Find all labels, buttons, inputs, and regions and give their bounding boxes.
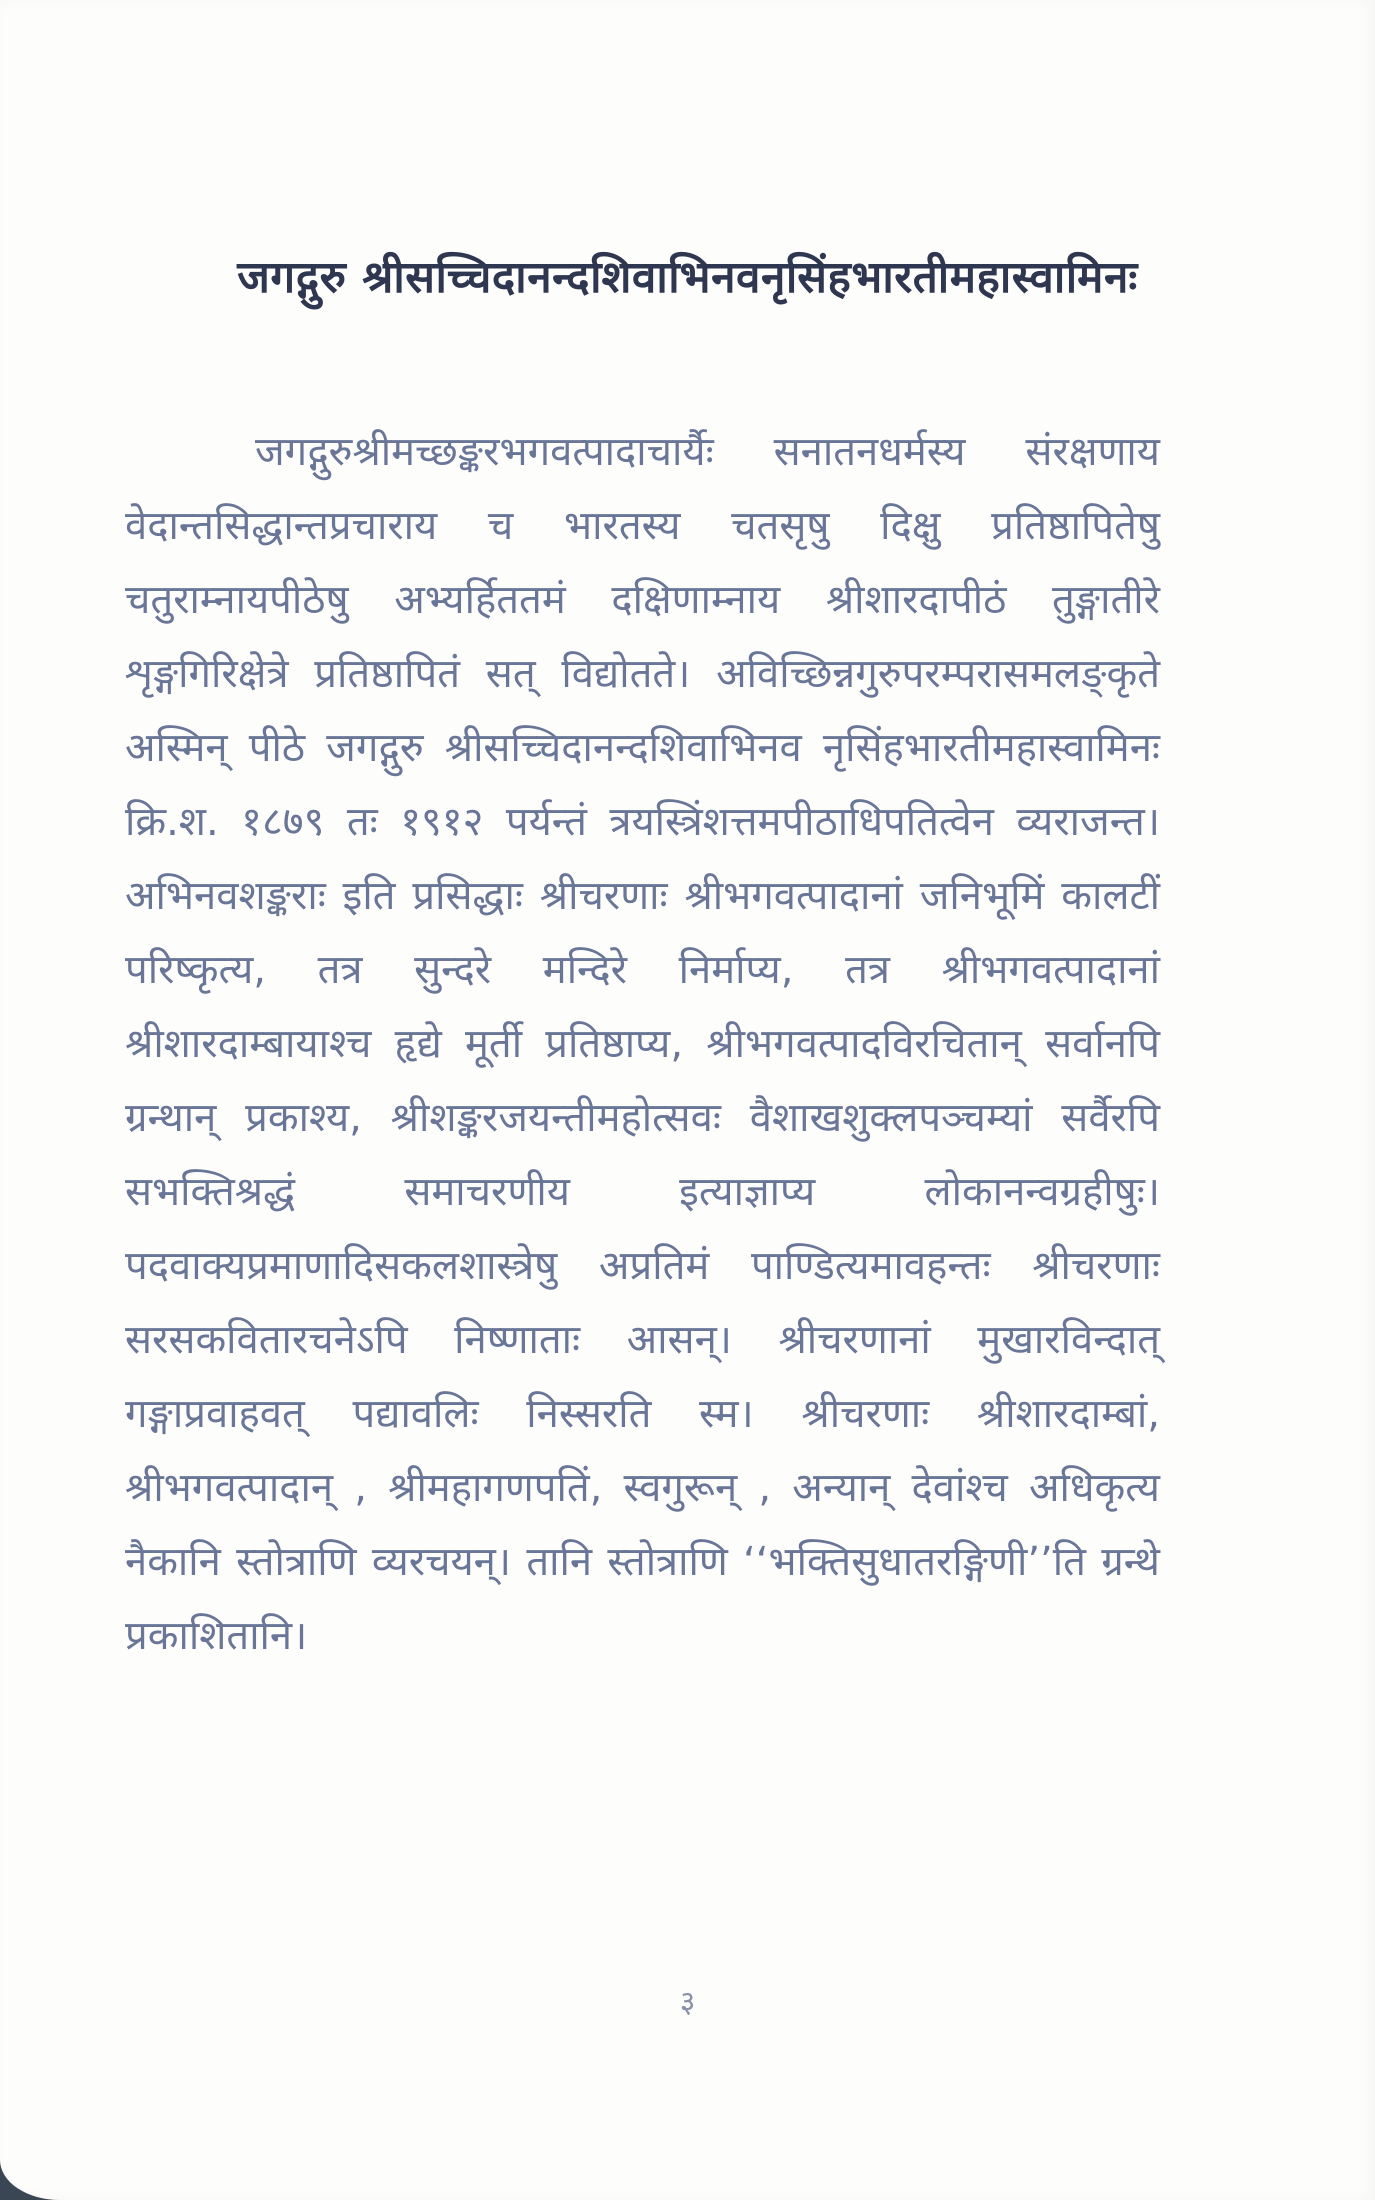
page-number: ३ <box>679 1985 696 2020</box>
page-heading: जगद्गुरु श्रीसच्चिदानन्दशिवाभिनवनृसिंहभारतीमहास्वामिनः <box>237 252 1138 303</box>
body-paragraph: जगद्गुरुश्रीमच्छङ्करभगवत्पादाचार्यैः सनातनधर्मस्य संरक्षणाय वेदान्तसिद्धान्तप्रचाराय च भारतस्य चतसृषु दिक्षु प्रतिष्ठापितेषु चतुराम्नायपीठेषु अभ्यर्हिततमं दक्षिणाम्नाय श्रीशारदापीठं तुङ्गातीरे शृङ्गगिरिक्षेत्रे प्रतिष्ठापितं सत् विद्योतते। अविच्छिन्नगुरुपरम्परासमलङ्कृते अस्मिन् पीठे जगद्गुरु श्रीसच्चिदानन्दशिवाभिनव नृसिंहभारतीमहास्वामिनः क्रि.श. १८७९ तः १९१२ पर्यन्तं त्रयस्त्रिंशत्तमपीठाधिपतित्वेन व्यराजन्त। अभिनवशङ्कराः इति प्रसिद्धाः श्रीचरणाः श्रीभगवत्पादानां जनिभूमिं कालटीं परिष्कृत्य, तत्र सुन्दरे मन्दिरे निर्माप्य, तत्र श्रीभगवत्पादानां श्रीशारदाम्बायाश्च हृद्ये मूर्ती प्रतिष्ठाप्य, श्रीभगवत्पादविरचितान् सर्वानपि ग्रन्थान् प्रकाश्य, श्रीशङ्करजयन्तीमहोत्सवः वैशाखशुक्लपञ्चम्यां सर्वैरपि सभक्तिश्रद्धं समाचरणीय इत्याज्ञाप्य लोकानन्वग्रहीषुः। पदवाक्यप्रमाणादिसकलशास्त्रेषु अप्रतिमं पाण्डित्यमावहन्तः श्रीचरणाः सरसकवितारचनेऽपि निष्णाताः आसन्। श्रीचरणानां मुखारविन्दात् गङ्गाप्रवाहवत् पद्यावलिः निस्सरति स्म। श्रीचरणाः श्रीशारदाम्बां, श्रीभगवत्पादान् , श्रीमहागणपतिं, स्वगुरून् , अन्यान् देवांश्च अधिकृत्य नैकानि स्तोत्राणि व्यरचयन्। तानि स्तोत्राणि ‘‘भक्तिसुधातरङ्गिणी’’ति ग्रन्थे प्रकाशितानि। <box>125 429 1160 1659</box>
